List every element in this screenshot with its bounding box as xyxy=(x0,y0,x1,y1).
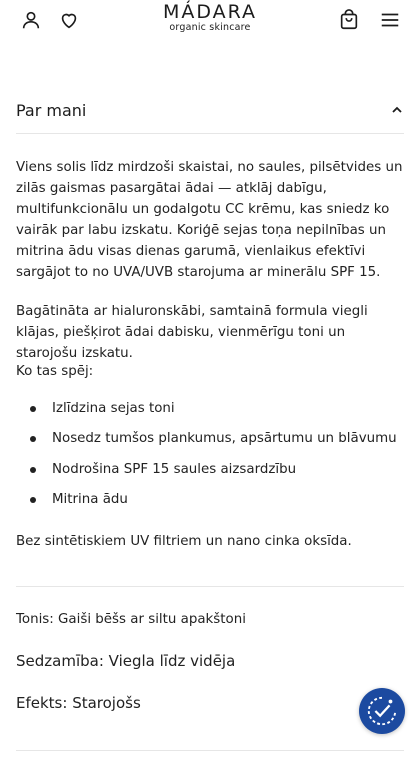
brand-logo[interactable] xyxy=(150,2,270,33)
accessibility-icon xyxy=(365,694,399,728)
spec-effect: Efekts: Starojošs xyxy=(16,694,141,712)
bullet-dot-icon xyxy=(30,436,36,442)
heart-icon[interactable] xyxy=(57,8,81,32)
accessibility-button[interactable] xyxy=(359,688,405,734)
benefits-list xyxy=(16,397,408,518)
list-item-text: Mitrina ādu xyxy=(52,491,128,507)
list-item xyxy=(16,427,408,457)
divider xyxy=(16,586,404,587)
accordion-about-header[interactable] xyxy=(16,88,404,134)
list-item-text: Nosedz tumšos plankumus, apsārtumu un blāvumu xyxy=(52,431,397,447)
description-paragraph-1: Viens solis līdz mirdzoši skaistai, no saules, pilsētvides un zilās gaismas pasargātai ādai — atklāj dabīgu, multifunkcionālu un godalgotu CC krēmu, kas sniedz ko vairāk par labu izskatu. Koriģē sejas toņa nepilnības un mitrina ādu visas dienas garumā, vienlaikus efektīvi sargājot to no UVA/UVB starojuma ar minerālu SPF 15. xyxy=(16,160,403,280)
accordion-title: Par mani xyxy=(16,101,87,120)
spec-coverage: Sedzamība: Viegla līdz vidēja xyxy=(16,652,236,670)
list-item-text: Nodrošina SPF 15 saules aizsardzību xyxy=(52,461,297,477)
description-paragraph-2: Bagātināta ar hialuronskābi, samtainā formula viegli klājas, piešķirot ādai dabisku, vienmērīgu toni un starojošu izskatu. xyxy=(16,304,368,361)
divider xyxy=(16,750,404,751)
cart-icon[interactable] xyxy=(337,8,361,32)
list-item-text: Izlīdzina sejas toni xyxy=(52,401,175,416)
bullet-dot-icon xyxy=(30,467,36,473)
bullet-dot-icon xyxy=(30,497,36,503)
description-paragraph-4: Bez sintētiskiem UV filtriem un nano cinka oksīda. xyxy=(16,534,352,549)
list-item xyxy=(16,397,408,427)
menu-icon[interactable] xyxy=(378,8,402,32)
spec-tone: Tonis: Gaiši bēšs ar siltu apakštoni xyxy=(16,612,246,627)
benefits-heading: Ko tas spēj: xyxy=(16,364,94,379)
site-header xyxy=(0,0,420,40)
chevron-up-icon[interactable] xyxy=(390,103,404,117)
list-item xyxy=(16,488,408,518)
bullet-dot-icon xyxy=(30,406,36,412)
logo-main-text: MÁDARA xyxy=(162,1,258,23)
logo-sub-text: organic skincare xyxy=(169,22,251,33)
user-icon[interactable] xyxy=(19,8,43,32)
list-item xyxy=(16,458,408,488)
